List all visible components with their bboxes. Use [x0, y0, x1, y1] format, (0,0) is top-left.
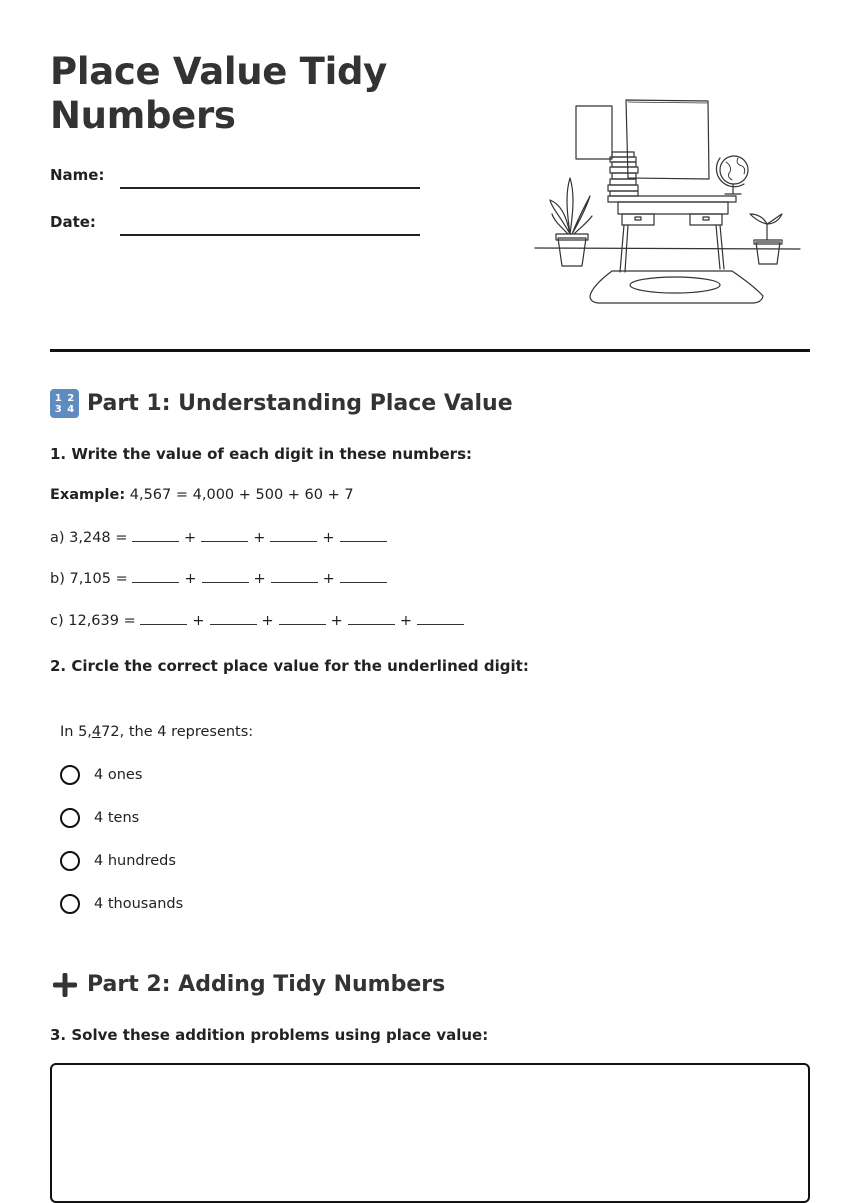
- radio-circle[interactable]: [60, 894, 80, 914]
- date-label: Date:: [50, 213, 96, 231]
- radio-circle[interactable]: [60, 765, 80, 785]
- answer-blank[interactable]: [132, 570, 179, 583]
- question-1c: c) 12,639 = + + + +: [50, 612, 464, 629]
- plus-icon: [50, 970, 79, 999]
- example-line: [50, 487, 354, 503]
- statement-text: 72, the 4 represents:: [101, 724, 254, 740]
- input-numbers-icon: [50, 389, 79, 418]
- part2-title: [50, 970, 445, 999]
- answer-blank[interactable]: [202, 570, 249, 583]
- part2-title-text: Part 2: Adding Tidy Numbers: [87, 972, 446, 997]
- answer-blank[interactable]: [417, 612, 464, 625]
- example-text: 4,567 = 4,000 + 500 + 60 + 7: [129, 487, 354, 503]
- answer-box[interactable]: [50, 1063, 810, 1203]
- question-2-prompt: 2. Circle the correct place value for the underlined digit:: [50, 657, 529, 675]
- page-title: Place Value Tidy Numbers: [50, 50, 387, 137]
- option-label: 4 ones: [94, 767, 143, 783]
- answer-blank[interactable]: [201, 529, 248, 542]
- icon-digit: 1: [54, 392, 62, 404]
- answer-blank[interactable]: [340, 529, 387, 542]
- question-1-prompt: 1. Write the value of each digit in these numbers:: [50, 445, 473, 463]
- option-label: 4 tens: [94, 810, 140, 826]
- statement-text: In 5,: [60, 724, 92, 740]
- answer-blank[interactable]: [270, 529, 317, 542]
- option-label: 4 thousands: [94, 896, 184, 912]
- answer-blank[interactable]: [271, 570, 318, 583]
- underlined-digit: 4: [91, 724, 102, 740]
- answer-blank[interactable]: [140, 612, 187, 625]
- icon-digit: 4: [67, 403, 75, 415]
- radio-circle[interactable]: [60, 851, 80, 871]
- header-divider: [50, 349, 810, 352]
- name-field[interactable]: [120, 187, 420, 189]
- name-label: Name:: [50, 166, 105, 184]
- option-thousands[interactable]: [60, 894, 183, 914]
- option-label: 4 hundreds: [94, 853, 176, 869]
- question-3-prompt: 3. Solve these addition problems using place value:: [50, 1026, 489, 1044]
- question-1a-label: a) 3,248 =: [50, 530, 128, 546]
- part1-title: [50, 389, 513, 418]
- classroom-desk-illustration: [532, 96, 804, 306]
- option-ones[interactable]: [60, 765, 142, 785]
- answer-blank[interactable]: [210, 612, 257, 625]
- question-1c-label: c) 12,639 =: [50, 613, 136, 629]
- answer-blank[interactable]: [348, 612, 395, 625]
- option-tens[interactable]: [60, 808, 139, 828]
- question-1a: a) 3,248 = + + +: [50, 529, 387, 546]
- part1-title-text: Part 1: Understanding Place Value: [87, 391, 513, 416]
- icon-digit: 2: [67, 392, 75, 404]
- question-1b: b) 7,105 = + + +: [50, 570, 387, 587]
- example-label: Example:: [50, 487, 126, 503]
- answer-blank[interactable]: [132, 529, 179, 542]
- radio-circle[interactable]: [60, 808, 80, 828]
- question-1b-label: b) 7,105 =: [50, 571, 128, 587]
- option-hundreds[interactable]: [60, 851, 176, 871]
- icon-digit: 3: [54, 403, 62, 415]
- question-2-statement: [60, 724, 253, 740]
- answer-blank[interactable]: [340, 570, 387, 583]
- date-field[interactable]: [120, 234, 420, 236]
- answer-blank[interactable]: [279, 612, 326, 625]
